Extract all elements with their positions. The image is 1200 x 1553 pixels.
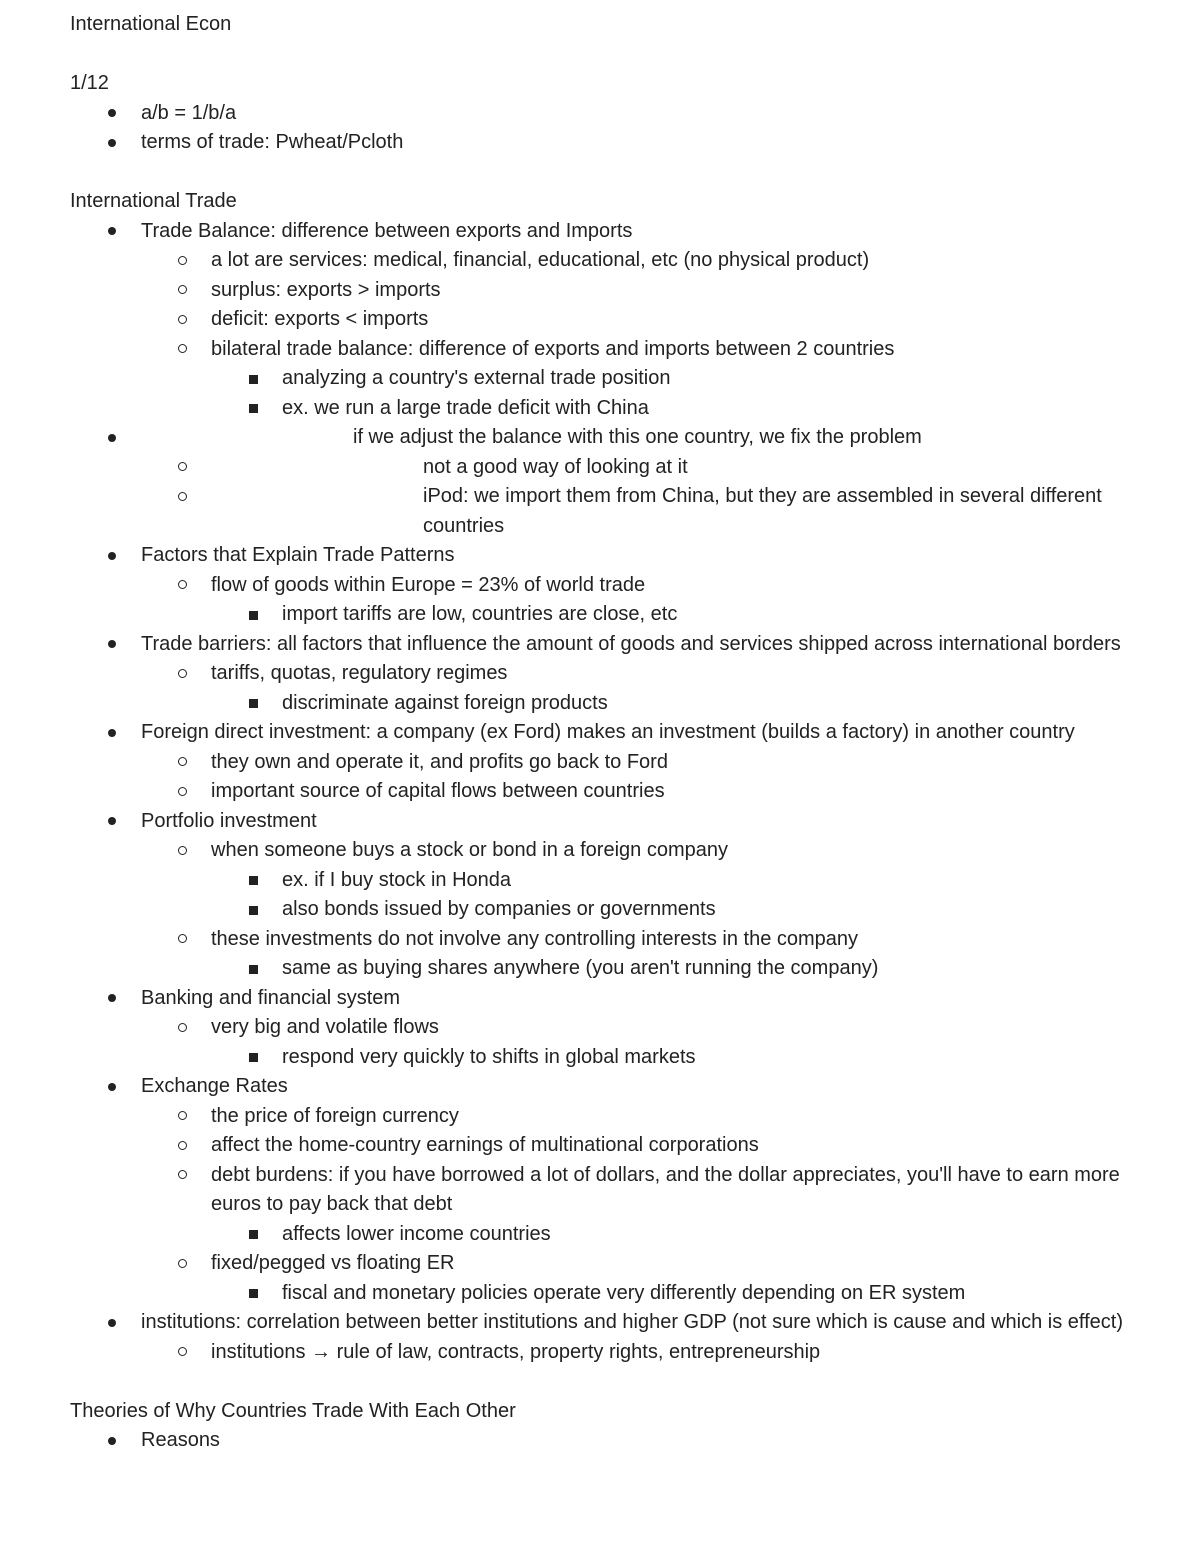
document-title: International Econ: [70, 13, 232, 35]
list-item-text: Reasons: [141, 1429, 220, 1451]
list-item-level-3: [70, 1220, 1130, 1250]
list-item-level-2: [70, 1338, 1130, 1368]
list-item-level-1: [70, 630, 1130, 660]
list-item-level-1: [70, 984, 1130, 1014]
list-item-text: if we adjust the balance with this one country, we fix the problem: [353, 426, 922, 448]
list-item-level-2: [70, 335, 1130, 365]
list-item-level-2: [70, 276, 1130, 306]
list-item-level-1: [70, 128, 1130, 158]
list-item-text: Foreign direct investment: a company (ex Ford) makes an investment (builds a factory) in another country: [141, 721, 1075, 743]
document-body: [70, 10, 1130, 1456]
list-item-level-1: [70, 99, 1130, 129]
list-item-level-3: [70, 600, 1130, 630]
list-item-text: the price of foreign currency: [211, 1104, 459, 1127]
list-item-text: iPod: we import them from China, but they are assembled in several different countries: [423, 485, 1102, 537]
list-item-text: Exchange Rates: [141, 1075, 288, 1097]
list-item-level-2: [70, 305, 1130, 335]
list-item-level-2: [70, 925, 1130, 955]
list-item-level-5: [70, 482, 1130, 541]
list-item-level-2: [70, 659, 1130, 689]
list-item-text: not a good way of looking at it: [423, 455, 688, 478]
list-item-level-3: [70, 866, 1130, 896]
list-item-text: ex. if I buy stock in Honda: [282, 868, 512, 891]
list-item-text: Trade Balance: difference between exports and Imports: [141, 219, 633, 242]
document-content: [70, 40, 1130, 1456]
list-item-level-4: [70, 423, 1130, 453]
list-item-level-3: [70, 895, 1130, 925]
list-item-text: Factors that Explain Trade Patterns: [141, 544, 455, 566]
list-item-text: a/b = 1/b/a: [141, 101, 237, 124]
list-item-level-1: [70, 718, 1130, 748]
list-item-text: deficit: exports < imports: [211, 308, 429, 330]
paragraph-text: International Trade: [70, 190, 237, 212]
blank-line: [70, 1367, 1130, 1397]
list-item-text: respond very quickly to shifts in global markets: [282, 1045, 696, 1068]
list-item-text: institutions: correlation between better institutions and higher GDP (not sure which is cause and which is effect): [141, 1311, 1124, 1333]
list-item-level-3: [70, 364, 1130, 394]
list-item-text: institutions → rule of law, contracts, property rights, entrepreneurship: [211, 1340, 821, 1363]
paragraph-text: Theories of Why Countries Trade With Each Other: [70, 1399, 516, 1422]
list-item-text: bilateral trade balance: difference of exports and imports between 2 countries: [211, 337, 895, 360]
list-item-level-2: [70, 748, 1130, 778]
section-heading: [70, 1397, 1130, 1427]
list-item-text: fixed/pegged vs floating ER: [211, 1252, 455, 1274]
list-item-text: when someone buys a stock or bond in a foreign company: [211, 839, 728, 861]
list-item-level-3: [70, 1279, 1130, 1309]
list-item-text: analyzing a country's external trade position: [282, 367, 671, 389]
list-item-level-2: [70, 571, 1130, 601]
list-item-level-3: [70, 1043, 1130, 1073]
list-item-level-3: [70, 689, 1130, 719]
list-item-level-1: [70, 1072, 1130, 1102]
list-item-level-1: [70, 1426, 1130, 1456]
list-item-text: discriminate against foreign products: [282, 691, 608, 714]
list-item-level-1: [70, 807, 1130, 837]
list-item-text: fiscal and monetary policies operate very differently depending on ER system: [282, 1281, 966, 1304]
list-item-text: surplus: exports > imports: [211, 278, 441, 301]
list-item-text: tariffs, quotas, regulatory regimes: [211, 662, 508, 684]
list-item-level-1: [70, 1308, 1130, 1338]
list-item-text: Portfolio investment: [141, 809, 317, 832]
list-item-text: these investments do not involve any controlling interests in the company: [211, 927, 859, 950]
list-item-text: Banking and financial system: [141, 986, 401, 1009]
list-item-level-2: [70, 1161, 1130, 1220]
list-item-text: ex. we run a large trade deficit with China: [282, 396, 649, 419]
blank-line: [70, 158, 1130, 188]
blank-line: [70, 40, 1130, 70]
list-item-text: important source of capital flows between countries: [211, 780, 665, 802]
list-item-text: a lot are services: medical, financial, educational, etc (no physical product): [211, 249, 870, 271]
section-heading: [70, 69, 1130, 99]
list-item-text: very big and volatile flows: [211, 1016, 439, 1038]
paragraph-text: 1/12: [70, 72, 109, 94]
list-item-level-5: [70, 453, 1130, 483]
list-item-level-2: [70, 1013, 1130, 1043]
list-item-text: affect the home-country earnings of multinational corporations: [211, 1134, 759, 1156]
list-item-level-2: [70, 836, 1130, 866]
list-item-level-2: [70, 1131, 1130, 1161]
section-heading: [70, 187, 1130, 217]
list-item-text: affects lower income countries: [282, 1222, 551, 1245]
list-item-text: same as buying shares anywhere (you aren't running the company): [282, 957, 879, 979]
list-item-level-1: [70, 217, 1130, 247]
list-item-level-2: [70, 246, 1130, 276]
list-item-level-3: [70, 394, 1130, 424]
list-item-text: flow of goods within Europe = 23% of world trade: [211, 573, 646, 596]
list-item-level-2: [70, 1249, 1130, 1279]
list-item-text: also bonds issued by companies or governments: [282, 898, 716, 920]
list-item-text: they own and operate it, and profits go back to Ford: [211, 750, 668, 773]
list-item-level-2: [70, 1102, 1130, 1132]
list-item-text: terms of trade: Pwheat/Pcloth: [141, 131, 404, 153]
list-item-text: debt burdens: if you have borrowed a lot of dollars, and the dollar appreciates, you'll have to earn more euros to pay back that debt: [211, 1163, 1120, 1215]
list-item-level-2: [70, 777, 1130, 807]
list-item-text: Trade barriers: all factors that influence the amount of goods and services shipped across international borders: [141, 632, 1121, 655]
list-item-level-1: [70, 541, 1130, 571]
list-item-level-3: [70, 954, 1130, 984]
list-item-text: import tariffs are low, countries are close, etc: [282, 603, 678, 625]
